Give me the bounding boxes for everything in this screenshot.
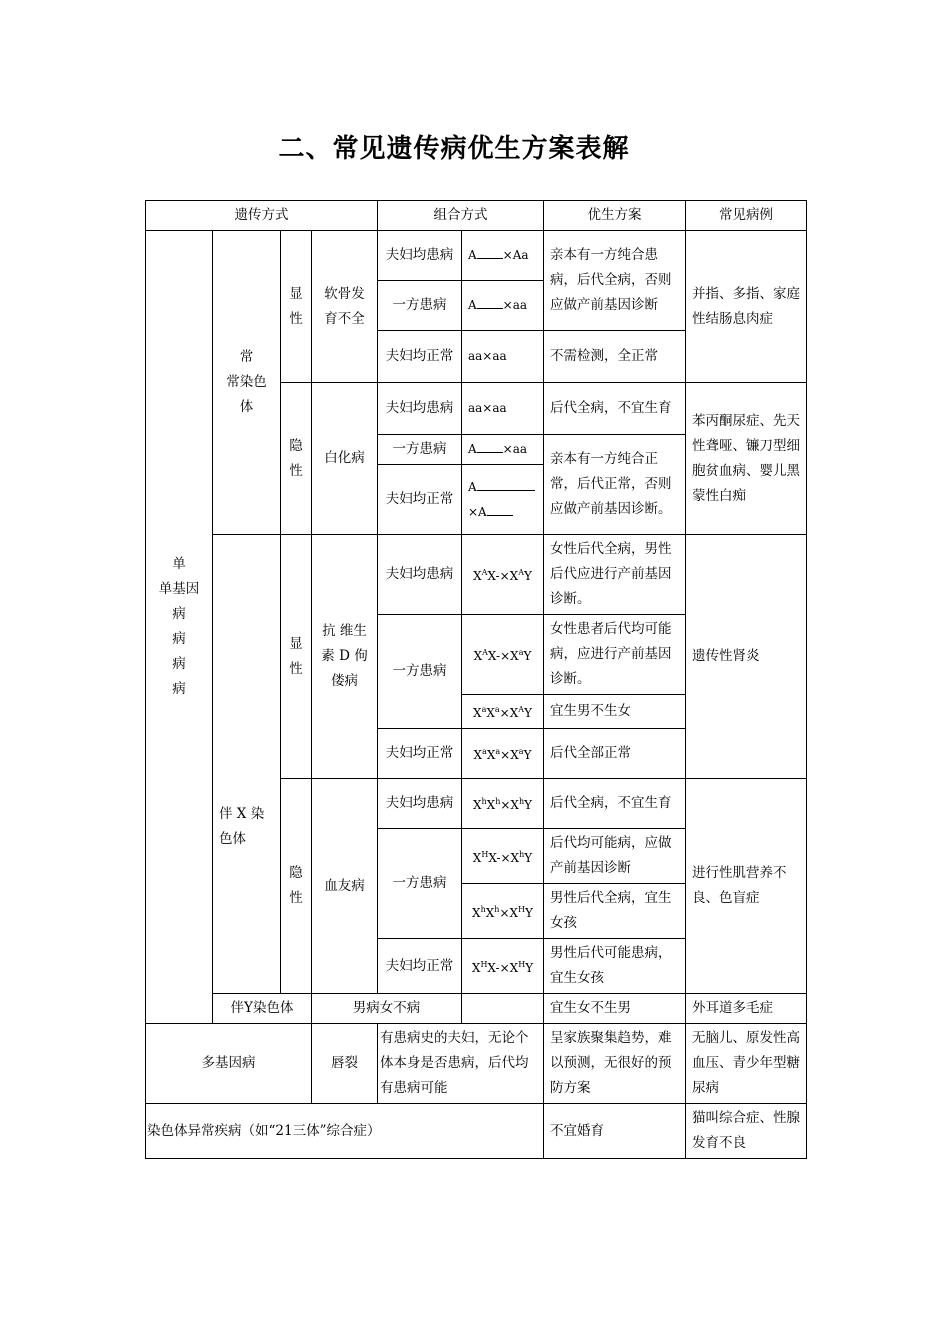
recessive-cell: 隐 性 <box>281 779 312 994</box>
combo-both-normal: 夫妇均正常 <box>378 331 462 383</box>
plan-cell: 宜生女不生男 <box>544 994 686 1024</box>
combo-one-sick: 一方患病 <box>378 281 462 331</box>
genotype-cell: $X^hX^h\times X^HY$ <box>462 884 544 939</box>
hemophilia-cell: 血友病 <box>312 779 378 994</box>
plan-cell: 女性患者后代均可能病，应进行产前基因诊断。 <box>544 615 686 695</box>
table-header-row <box>146 201 807 231</box>
plan-cell: 后代全病，不宜生育 <box>544 779 686 829</box>
combo-one-sick: 一方患病 <box>378 435 462 465</box>
genotype-cell: aa×aa <box>462 383 544 435</box>
combo-both-normal: 夫妇均正常 <box>378 729 462 779</box>
example-cell: 外耳道多毛症 <box>686 994 807 1024</box>
genotype-cell: A ×aa <box>462 435 544 465</box>
table-row <box>146 994 807 1024</box>
example-cell: 无脑儿、原发性高血压、青少年型糖尿病 <box>686 1024 807 1104</box>
plan-cell: 亲本有一方纯合患病，后代全病，否则应做产前基因诊断 <box>544 231 686 331</box>
achondroplasia-cell: 软骨发育不全 <box>312 231 378 383</box>
dominant-cell: 显 性 <box>281 231 312 383</box>
genotype-cell: aa×aa <box>462 331 544 383</box>
table-row <box>146 231 807 281</box>
table-row <box>146 1104 807 1159</box>
combo-both-normal: 夫妇均正常 <box>378 939 462 994</box>
plan-cell: 亲本有一方纯合正常，后代正常，否则应做产前基因诊断。 <box>544 435 686 535</box>
example-cell: 遗传性肾炎 <box>686 535 807 779</box>
header-example: 常见病例 <box>686 201 807 231</box>
plan-cell: 后代全部正常 <box>544 729 686 779</box>
genotype-cell <box>462 994 544 1024</box>
plan-cell: 宜生男不生女 <box>544 695 686 729</box>
genotype-cell: A ×aa <box>462 281 544 331</box>
polygenic-cell: 多基因病 <box>146 1024 312 1104</box>
chromosomal-cell: 染色体异常疾病（如“21三体”综合症） <box>146 1104 544 1159</box>
genotype-cell: $X^HX-\times X^HY$ <box>462 939 544 994</box>
table-row <box>146 535 807 615</box>
genotype-cell: $X^AX-\times X^aY$ <box>462 615 544 695</box>
cleft-lip-cell: 唇裂 <box>312 1024 378 1104</box>
genotype-cell: $X^hX^h\times X^hY$ <box>462 779 544 829</box>
polygenic-combo-cell: 有患病史的夫妇，无论个体本身是否患病，后代均有患病可能 <box>378 1024 544 1104</box>
combo-both-normal: 夫妇均正常 <box>378 465 462 535</box>
genotype-cell: A ×Aa <box>462 231 544 281</box>
rickets-cell: 抗 维生 素 D 佝偻病 <box>312 535 378 779</box>
plan-cell: 呈家族聚集趋势，难以预测，无很好的预防方案 <box>544 1024 686 1104</box>
combo-one-sick: 一方患病 <box>378 615 462 729</box>
combo-both-sick: 夫妇均患病 <box>378 535 462 615</box>
single-gene-cell: 单 单基因 病 病 病 病 <box>146 231 213 1024</box>
plan-cell: 后代全病，不宜生育 <box>544 383 686 435</box>
plan-cell: 女性后代全病，男性后代应进行产前基因诊断。 <box>544 535 686 615</box>
x-linked-cell: 伴 X 染色体 <box>213 535 281 994</box>
recessive-cell: 隐 性 <box>281 383 312 535</box>
plan-cell: 男性后代可能患病，宜生女孩 <box>544 939 686 994</box>
genotype-cell: $X^aX^a\times X^aY$ <box>462 729 544 779</box>
combo-both-sick: 夫妇均患病 <box>378 383 462 435</box>
genotype-cell: $X^AX-\times X^AY$ <box>462 535 544 615</box>
header-plan: 优生方案 <box>544 201 686 231</box>
page-title: 二、常见遗传病优生方案表解 <box>278 134 630 164</box>
plan-cell: 男性后代全病，宜生女孩 <box>544 884 686 939</box>
dominant-cell: 显 性 <box>281 535 312 779</box>
genotype-cell: $X^aX^a\times X^AY$ <box>462 695 544 729</box>
genotype-cell: $X^HX-\times X^hY$ <box>462 829 544 884</box>
y-linked-combo-cell: 男病女不病 <box>312 994 462 1024</box>
plan-cell: 后代均可能病，应做产前基因诊断 <box>544 829 686 884</box>
example-cell: 进行性肌营养不良、色盲症 <box>686 779 807 994</box>
example-cell: 猫叫综合症、性腺发育不良 <box>686 1104 807 1159</box>
example-cell: 苯丙酮尿症、先天性聋哑、镰刀型细胞贫血病、婴儿黑蒙性白痴 <box>686 383 807 535</box>
combo-both-sick: 夫妇均患病 <box>378 779 462 829</box>
combo-both-sick: 夫妇均患病 <box>378 231 462 281</box>
plan-cell: 不宜婚育 <box>544 1104 686 1159</box>
autosomal-cell: 常 常染色 体 <box>213 231 281 535</box>
header-mode: 遗传方式 <box>146 201 378 231</box>
example-cell: 并指、多指、家庭性结肠息肉症 <box>686 231 807 383</box>
genetic-disease-table <box>145 200 807 1159</box>
combo-one-sick: 一方患病 <box>378 829 462 939</box>
plan-cell: 不需检测，全正常 <box>544 331 686 383</box>
header-combo: 组合方式 <box>378 201 544 231</box>
table-row <box>146 1024 807 1104</box>
y-linked-cell: 伴Y染色体 <box>213 994 312 1024</box>
genotype-cell: A ×A <box>462 465 544 535</box>
albinism-cell: 白化病 <box>312 383 378 535</box>
